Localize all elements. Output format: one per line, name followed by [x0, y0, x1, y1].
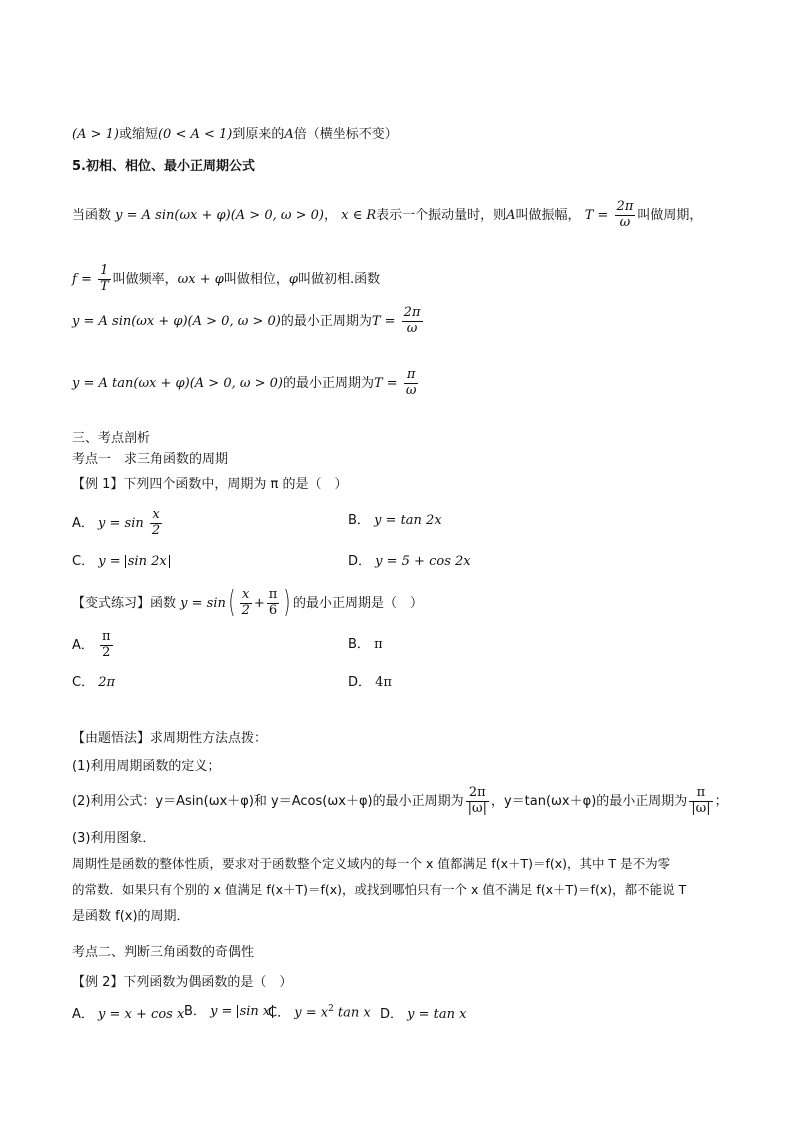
fraction-pi-over-6: $\frac{\pi}{6}$	[268, 587, 278, 618]
example-2-option-c[interactable]: C． $y = x^2$ tan x	[268, 1004, 371, 1021]
kaodian-2-title: 考点二、判断三角函数的奇偶性	[72, 945, 255, 960]
paragraph-line-3: 是函数 f(x)的周期．	[72, 909, 190, 924]
variant-exercise-question: 【变式练习】函数 y = sin( $\frac{x}{2}$ + $\frac{\pi}{6}$ ) 的最小正周期是（ ）	[72, 585, 424, 621]
kaodian-1-title: 考点一 求三角函数的周期	[72, 452, 229, 467]
example-1-option-c[interactable]: C． y = sin 2x	[72, 555, 170, 568]
method-title: 【由题悟法】求周期性方法点拨：	[72, 731, 268, 746]
example-2-option-a[interactable]: A． y = x + cos x	[72, 1007, 185, 1022]
left-paren: (	[228, 585, 236, 621]
section-title-3: 三、考点剖析	[72, 431, 151, 446]
example-2-question: 【例 2】下列函数为偶函数的是（ ）	[72, 975, 293, 990]
variant-option-b[interactable]: B． π	[348, 637, 383, 652]
example-2-option-b[interactable]: B． y = sin x	[184, 1005, 273, 1018]
paragraph-amplitude-period: 当函数 y = A sin(ωx + φ)(A > 0, ω > 0)， x ∈ R表示一个振动量时，则A叫做振幅， T = $\frac{2\pi}{\omega}$ 叫做周期，	[72, 199, 703, 230]
method-step-1: (1)利用周期函数的定义；	[72, 759, 221, 774]
method-step-3: (3)利用图象．	[72, 831, 156, 846]
paragraph-frequency-phase: f = $\frac{1}{T}$ 叫做频率，ωx + φ叫做相位，φ叫做初相.函数	[72, 263, 381, 294]
formula-tan-period: y = A tan(ωx + φ)(A > 0, ω > 0)的最小正周期为T = $\frac{\pi}{\omega}$	[72, 367, 417, 398]
fraction-2pi-over-abs-omega: $\frac{2\pi}{|\omega|}$	[467, 785, 487, 816]
section-title-5: 5.初相、相位、最小正周期公式	[72, 159, 255, 174]
text-line-scaling: (A > 1)或缩短(0 < A < 1)到原来的A倍（横坐标不变）	[72, 127, 398, 142]
variant-option-c[interactable]: C． 2π	[72, 675, 116, 690]
example-1-question: 【例 1】下列四个函数中，周期为 π 的是（ ）	[72, 477, 348, 492]
fraction-sin-period: $\frac{2\pi}{\omega}$	[403, 305, 421, 336]
fraction-x-over-2: $\frac{x}{2}$	[151, 507, 161, 538]
variant-option-a[interactable]: A． $\frac{\pi}{2}$	[72, 629, 111, 660]
variant-option-d[interactable]: D． 4π	[348, 675, 392, 690]
fraction-x-over-2: $\frac{x}{2}$	[241, 587, 250, 618]
fraction-frequency: $\frac{1}{T}$	[99, 263, 109, 294]
example-1-option-a[interactable]: A． y = sin $\frac{x}{2}$	[72, 507, 161, 538]
fraction-pi-over-abs-omega: $\frac{\pi}{|\omega|}$	[691, 785, 711, 816]
right-paren: )	[283, 585, 291, 621]
example-2-option-d[interactable]: D． y = tan x	[380, 1007, 467, 1022]
fraction-period: $\frac{2\pi}{\omega}$	[616, 199, 634, 230]
fraction-tan-period: $\frac{\pi}{\omega}$	[405, 367, 417, 398]
example-1-option-b[interactable]: B． y = tan 2x	[348, 513, 442, 528]
method-step-2: (2)利用公式：y＝Asin(ωx＋φ)和 y＝Acos(ωx＋φ)的最小正周期为 $\frac{2\pi}{|\omega|}$ ，y＝tan(ωx＋φ)的最小正周期为 $\frac{\pi}{|\omega|}$ ；	[72, 785, 728, 816]
fraction-pi-over-2: $\frac{\pi}{2}$	[102, 629, 111, 660]
paragraph-line-2: 的常数．如果只有个别的 x 值满足 f(x＋T)＝f(x)，或找到哪怕只有一个 x 值不满足 f(x＋T)＝f(x)，都不能说 T	[72, 882, 687, 897]
formula-sin-period: y = A sin(ωx + φ)(A > 0, ω > 0)的最小正周期为T = $\frac{2\pi}{\omega}$	[72, 305, 421, 336]
example-1-option-d[interactable]: D． y = 5 + cos 2x	[348, 554, 471, 569]
paragraph-line-1: 周期性是函数的整体性质，要求对于函数整个定义域内的每一个 x 值都满足 f(x＋T)＝f(x)，其中 T 是不为零	[72, 856, 671, 871]
